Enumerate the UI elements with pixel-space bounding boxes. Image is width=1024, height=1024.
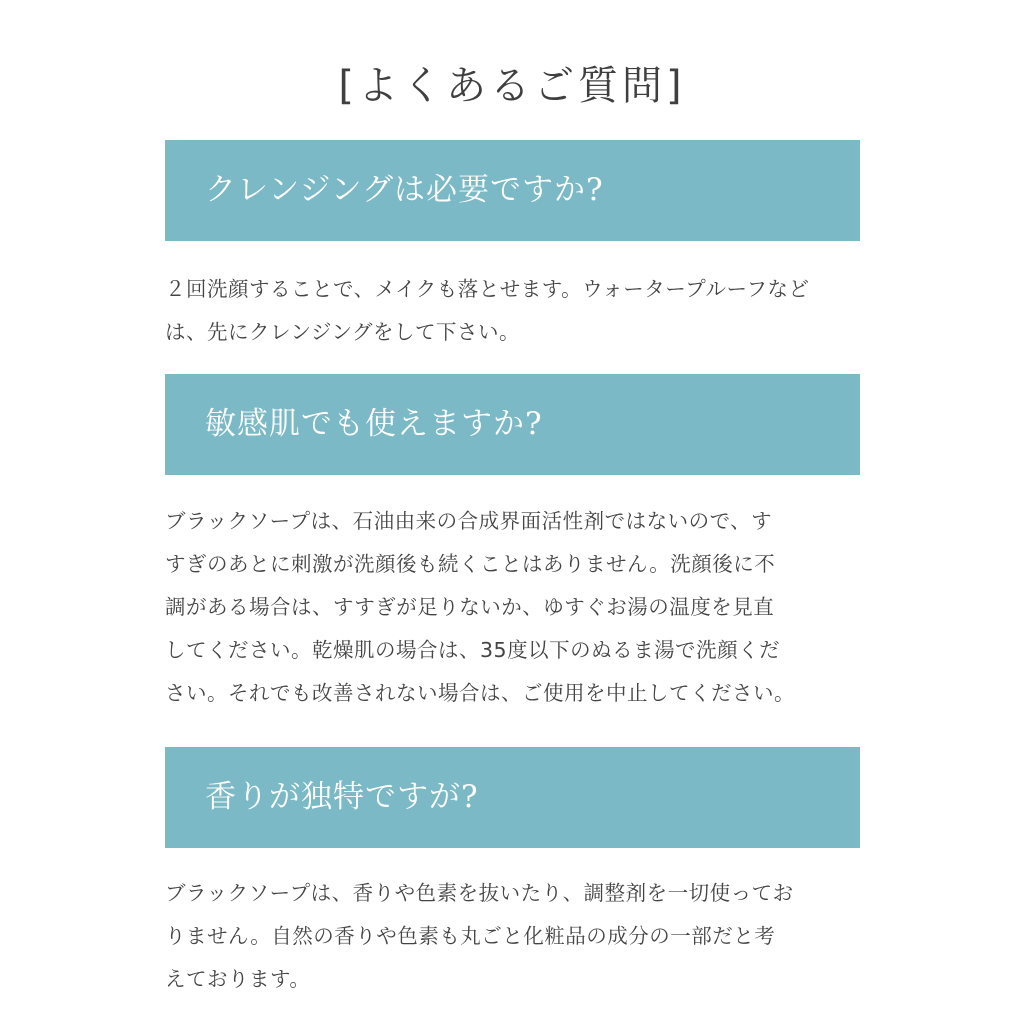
answer-line: ブラックソープは、石油由来の合成界面活性剤ではないので、す <box>165 509 773 533</box>
answer-line: すぎのあとに刺激が洗顔後も続くことはありません。洗顔後に不 <box>165 552 776 576</box>
faq-question-cleansing: クレンジングは必要ですか? <box>165 140 860 241</box>
answer-line: えております。 <box>165 967 311 991</box>
answer-line: してください。乾燥肌の場合は、35度以下のぬるま湯で洗顔くだ <box>165 638 781 662</box>
faq-answer-scent <box>165 872 865 1001</box>
answer-line: ２回洗顔することで、メイクも落とせます。ウォータープルーフなど <box>165 277 810 301</box>
answer-line: は、先にクレンジングをして下さい。 <box>165 320 521 344</box>
answer-line: ブラックソープは、香りや色素を抜いたり、調整剤を一切使ってお <box>165 881 794 905</box>
faq-question-scent: 香りが独特ですが? <box>165 747 860 848</box>
page-title: [よくあるご質問] <box>338 63 686 109</box>
faq-answer-cleansing <box>165 268 865 354</box>
answer-line: りません。自然の香りや色素も丸ごと化粧品の成分の一部だと考 <box>165 924 776 948</box>
faq-answer-sensitive-skin <box>165 500 865 715</box>
answer-line: 調がある場合は、すすぎが足りないか、ゆすぐお湯の温度を見直 <box>165 595 775 619</box>
faq-question-sensitive-skin: 敏感肌でも使えますか? <box>165 374 860 475</box>
answer-line: さい。それでも改善されない場合は、ご使用を中止してください。 <box>165 681 795 705</box>
